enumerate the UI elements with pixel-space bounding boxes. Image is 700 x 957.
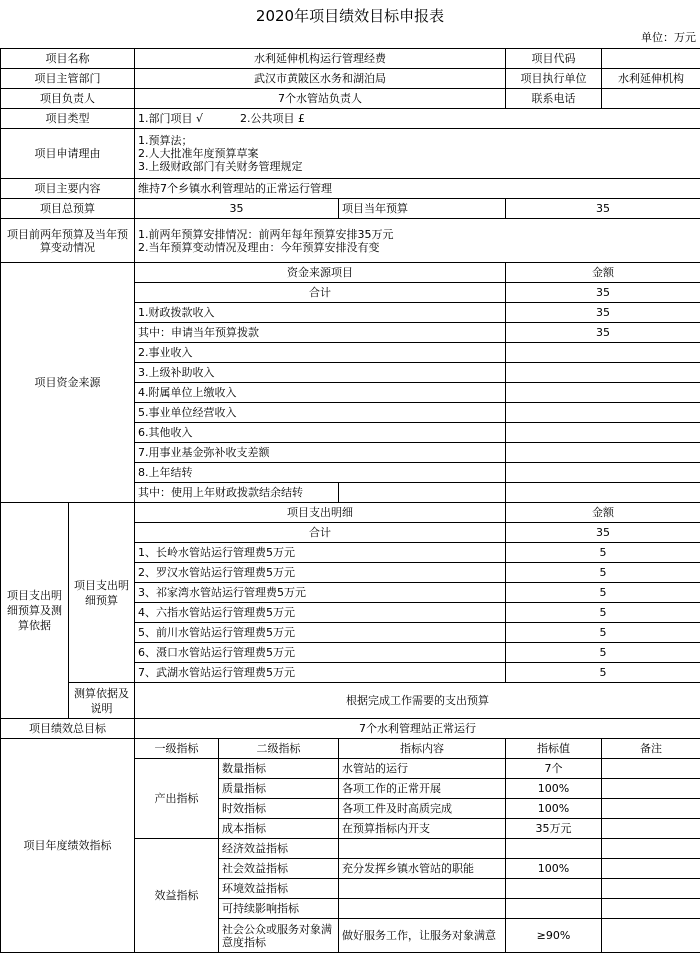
total-budget-value: 35 (135, 199, 339, 219)
expense-row-item: 6、滠口水管站运行管理费5万元 (135, 643, 506, 663)
indicator-note (602, 779, 700, 799)
goal-label: 项目绩效总目标 (1, 719, 135, 739)
funds-row-amount (506, 403, 700, 423)
expense-head-amount: 金额 (506, 503, 700, 523)
type-label: 项目类型 (1, 109, 135, 129)
expense-row-amount: 5 (506, 623, 700, 643)
current-budget-label: 项目当年预算 (339, 199, 506, 219)
funds-row-item: 4.附属单位上缴收入 (135, 383, 506, 403)
type-options (135, 109, 700, 129)
indicator-content (339, 899, 506, 919)
indicator-value: 7个 (506, 759, 602, 779)
indicator-value (506, 839, 602, 859)
indicator-note (602, 919, 700, 953)
expense-row-amount: 5 (506, 583, 700, 603)
funds-row-item: 7.用事业基金弥补收支差额 (135, 443, 506, 463)
indicator-note (602, 819, 700, 839)
benefit-indicator-label: 效益指标 (135, 839, 219, 953)
indicator-value (506, 879, 602, 899)
indicator-value: 100% (506, 799, 602, 819)
expense-row-item: 5、前川水管站运行管理费5万元 (135, 623, 506, 643)
current-budget-value: 35 (506, 199, 700, 219)
indicators-head: 一级指标 (135, 739, 219, 759)
indicator-value: ≥90% (506, 919, 602, 953)
funds-row-amount (506, 383, 700, 403)
indicators-head: 二级指标 (219, 739, 339, 759)
indicator-content: 充分发挥乡镇水管站的职能 (339, 859, 506, 879)
expense-row-amount: 5 (506, 603, 700, 623)
indicator-note (602, 759, 700, 779)
funds-head-item: 资金来源项目 (135, 263, 506, 283)
phone-value (602, 89, 700, 109)
expense-row-amount: 5 (506, 643, 700, 663)
funds-row-amount (506, 483, 700, 503)
exec-unit-value: 水利延伸机构 (602, 69, 700, 89)
indicator-note (602, 799, 700, 819)
project-name-label: 项目名称 (1, 49, 135, 69)
owner-label: 项目负责人 (1, 89, 135, 109)
phone-label: 联系电话 (506, 89, 602, 109)
budget-change-value (135, 219, 700, 263)
indicators-head: 备注 (602, 739, 700, 759)
indicator-content (339, 839, 506, 859)
basis-value: 根据完成工作需要的支出预算 (135, 683, 700, 719)
content-value: 维持7个乡镇水利管理站的正常运行管理 (135, 179, 700, 199)
report-table (0, 48, 700, 953)
indicator-level2: 数量指标 (219, 759, 339, 779)
funds-row-amount: 35 (506, 303, 700, 323)
funds-row-item: 2.事业收入 (135, 343, 506, 363)
indicator-note (602, 839, 700, 859)
expense-sub-label: 项目支出明细预算 (69, 503, 135, 683)
indicator-content: 各项工件及时高质完成 (339, 799, 506, 819)
funds-head-amount: 金额 (506, 263, 700, 283)
funds-row-item: 5.事业单位经营收入 (135, 403, 506, 423)
project-code-value (602, 49, 700, 69)
exec-unit-label: 项目执行单位 (506, 69, 602, 89)
indicator-content: 在预算指标内开支 (339, 819, 506, 839)
indicator-value: 100% (506, 859, 602, 879)
funds-row-item: 3.上级补助收入 (135, 363, 506, 383)
dept-value: 武汉市黄陂区水务和湖泊局 (135, 69, 506, 89)
reason-label: 项目申请理由 (1, 129, 135, 179)
indicator-value: 100% (506, 779, 602, 799)
funds-row-amount: 35 (506, 283, 700, 303)
dept-label: 项目主管部门 (1, 69, 135, 89)
indicator-content: 各项工作的正常开展 (339, 779, 506, 799)
project-code-label: 项目代码 (506, 49, 602, 69)
indicators-section-label: 项目年度绩效指标 (1, 739, 135, 953)
expense-section-label: 项目支出明细预算及测算依据 (1, 503, 69, 719)
expense-row-item: 1、长岭水管站运行管理费5万元 (135, 543, 506, 563)
indicator-level2: 成本指标 (219, 819, 339, 839)
funds-row-item: 1.财政拨款收入 (135, 303, 506, 323)
project-name-value: 水利延伸机构运行管理经费 (135, 49, 506, 69)
indicator-level2: 质量指标 (219, 779, 339, 799)
owner-value: 7个水管站负责人 (135, 89, 506, 109)
expense-row-item: 合计 (135, 523, 506, 543)
funds-row-item: 6.其他收入 (135, 423, 506, 443)
funds-row-item: 8.上年结转 (135, 463, 506, 483)
indicator-level2: 可持续影响指标 (219, 899, 339, 919)
indicator-level2: 时效指标 (219, 799, 339, 819)
expense-head-item: 项目支出明细 (135, 503, 506, 523)
indicator-note (602, 859, 700, 879)
type-option-dept: 1.部门项目 √ (138, 112, 204, 125)
indicator-value: 35万元 (506, 819, 602, 839)
reason-value (135, 129, 700, 179)
funds-row-item: 其中：使用上年财政拨款结余结转 (135, 483, 339, 503)
expense-row-item: 4、六指水管站运行管理费5万元 (135, 603, 506, 623)
expense-row-item: 7、武湖水管站运行管理费5万元 (135, 663, 506, 683)
indicator-content (339, 879, 506, 899)
goal-value: 7个水利管理站正常运行 (135, 719, 700, 739)
funds-row-item: 其中：申请当年预算拨款 (135, 323, 506, 343)
funds-section-label: 项目资金来源 (1, 263, 135, 503)
change-line: 1.前两年预算安排情况：前两年每年预算安排35万元 (138, 227, 394, 241)
total-budget-label: 项目总预算 (1, 199, 135, 219)
funds-row-amount: 35 (506, 323, 700, 343)
funds-row-amount (506, 363, 700, 383)
content-label: 项目主要内容 (1, 179, 135, 199)
expense-row-amount: 5 (506, 663, 700, 683)
change-line: 2.当年预算变动情况及理由：今年预算安排没有变 (138, 240, 380, 254)
indicators-head: 指标值 (506, 739, 602, 759)
funds-row-blank (339, 483, 506, 503)
page-title: 2020年项目绩效目标申报表 (255, 7, 445, 25)
expense-row-amount: 35 (506, 523, 700, 543)
funds-row-amount (506, 343, 700, 363)
output-indicator-label: 产出指标 (135, 759, 219, 839)
indicator-value (506, 899, 602, 919)
indicator-note (602, 879, 700, 899)
expense-row-item: 2、罗汉水管站运行管理费5万元 (135, 563, 506, 583)
unit-label: 单位：万元 (641, 31, 696, 44)
expense-row-item: 3、祁家湾水管站运行管理费5万元 (135, 583, 506, 603)
funds-row-amount (506, 423, 700, 443)
indicator-level2: 社会公众或服务对象满意度指标 (219, 919, 339, 953)
budget-change-label: 项目前两年预算及当年预算变动情况 (1, 219, 135, 263)
funds-row-amount (506, 443, 700, 463)
basis-label: 测算依据及说明 (69, 683, 135, 719)
indicators-head: 指标内容 (339, 739, 506, 759)
indicator-content: 做好服务工作，让服务对象满意 (339, 919, 506, 953)
expense-row-amount: 5 (506, 563, 700, 583)
indicator-level2: 社会效益指标 (219, 859, 339, 879)
funds-row-amount (506, 463, 700, 483)
reason-line: 2.人大批准年度预算草案 (138, 147, 259, 160)
reason-line: 1.预算法； (138, 134, 193, 147)
funds-row-item: 合计 (135, 283, 506, 303)
reason-line: 3.上级财政部门有关财务管理规定 (138, 160, 303, 173)
indicator-level2: 环境效益指标 (219, 879, 339, 899)
indicator-content: 水管站的运行 (339, 759, 506, 779)
indicator-note (602, 899, 700, 919)
indicator-level2: 经济效益指标 (219, 839, 339, 859)
expense-row-amount: 5 (506, 543, 700, 563)
type-option-public: 2.公共项目 £ (240, 112, 306, 125)
